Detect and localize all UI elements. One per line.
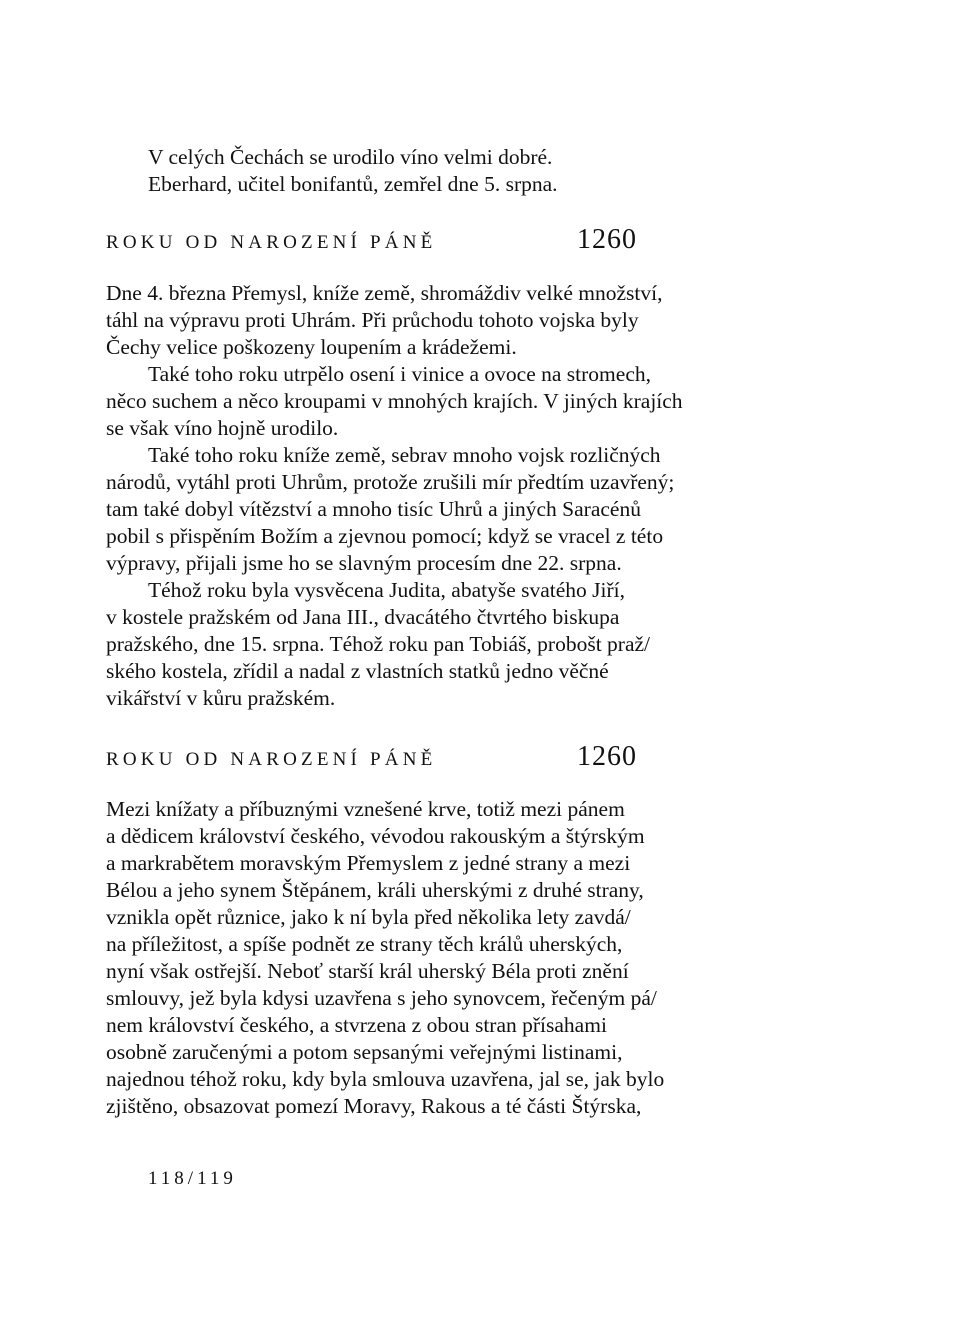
text-line: Eberhard, učitel bonifantů, zemřel dne 5. srpna. xyxy=(148,172,558,196)
text-line: Také toho roku utrpělo osení i vinice a ovoce na stromech, xyxy=(148,362,651,386)
text-line: V celých Čechách se urodilo víno velmi dobré. xyxy=(148,145,553,169)
text-line: pražského, dne 15. srpna. Téhož roku pan Tobiáš, probošt praž/ xyxy=(106,632,651,656)
text-line: pobil s přispěním Božím a zjevnou pomocí; když se vracel z této xyxy=(106,524,664,548)
text-line: táhl na výpravu proti Uhrám. Při průchodu tohoto vojska byly xyxy=(106,308,639,332)
text-line: Mezi knížaty a příbuznými vznešené krve, totiž mezi pánem xyxy=(106,797,625,821)
text-line: a markrabětem moravským Přemyslem z jedné strany a mezi xyxy=(106,851,631,875)
text-line: národů, vytáhl proti Uhrům, protože zrušili mír předtím uzavřený; xyxy=(106,470,675,494)
text-line: vikářství v kůru pražském. xyxy=(106,686,336,710)
text-line: Bélou a jeho synem Štěpánem, králi uherskými z druhé strany, xyxy=(106,878,644,902)
section-year: 1260 xyxy=(577,741,637,772)
text-line: najednou téhož roku, kdy byla smlouva uzavřena, jal se, jak bylo xyxy=(106,1067,665,1091)
text-line: něco suchem a něco kroupami v mnohých krajích. V jiných krajích xyxy=(106,389,683,413)
text-line: a dědicem království českého, vévodou rakouským a štýrským xyxy=(106,824,645,848)
text-line: v kostele pražském od Jana III., dvacátého čtvrtého biskupa xyxy=(106,605,620,629)
text-line: smlouvy, jež byla kdysi uzavřena s jeho synovcem, řečeným pá/ xyxy=(106,986,657,1010)
text-line: nyní však ostřejší. Neboť starší král uherský Béla proti znění xyxy=(106,959,629,983)
section-year: 1260 xyxy=(577,224,637,255)
section-heading: ROKU OD NAROZENÍ PÁNĚ xyxy=(106,232,437,253)
text-line: výpravy, přijali jsme ho se slavným procesím dne 22. srpna. xyxy=(106,551,622,575)
text-line: osobně zaručenými a potom sepsanými veřejnými listinami, xyxy=(106,1040,623,1064)
text-line: ského kostela, zřídil a nadal z vlastních statků jedno věčné xyxy=(106,659,609,683)
text-line: Dne 4. března Přemysl, kníže země, shromáždiv velké množství, xyxy=(106,281,663,305)
text-line: na příležitost, a spíše podnět ze strany těch králů uherských, xyxy=(106,932,623,956)
section-heading: ROKU OD NAROZENÍ PÁNĚ xyxy=(106,749,437,770)
text-line: vznikla opět různice, jako k ní byla před několika lety zavdá/ xyxy=(106,905,631,929)
page-number: 118/119 xyxy=(148,1168,237,1189)
text-line: tam také dobyl vítězství a mnoho tisíc Uhrů a jiných Saracénů xyxy=(106,497,641,521)
text-line: nem království českého, a stvrzena z obou stran přísahami xyxy=(106,1013,607,1037)
text-line: zjištěno, obsazovat pomezí Moravy, Rakous a té části Štýrska, xyxy=(106,1094,642,1118)
text-line: Čechy velice poškozeny loupením a krádežemi. xyxy=(106,335,517,359)
text-line: Také toho roku kníže země, sebrav mnoho vojsk rozličných xyxy=(148,443,661,467)
text-line: se však víno hojně urodilo. xyxy=(106,416,339,440)
text-line: Téhož roku byla vysvěcena Judita, abatyše svatého Jiří, xyxy=(148,578,626,602)
